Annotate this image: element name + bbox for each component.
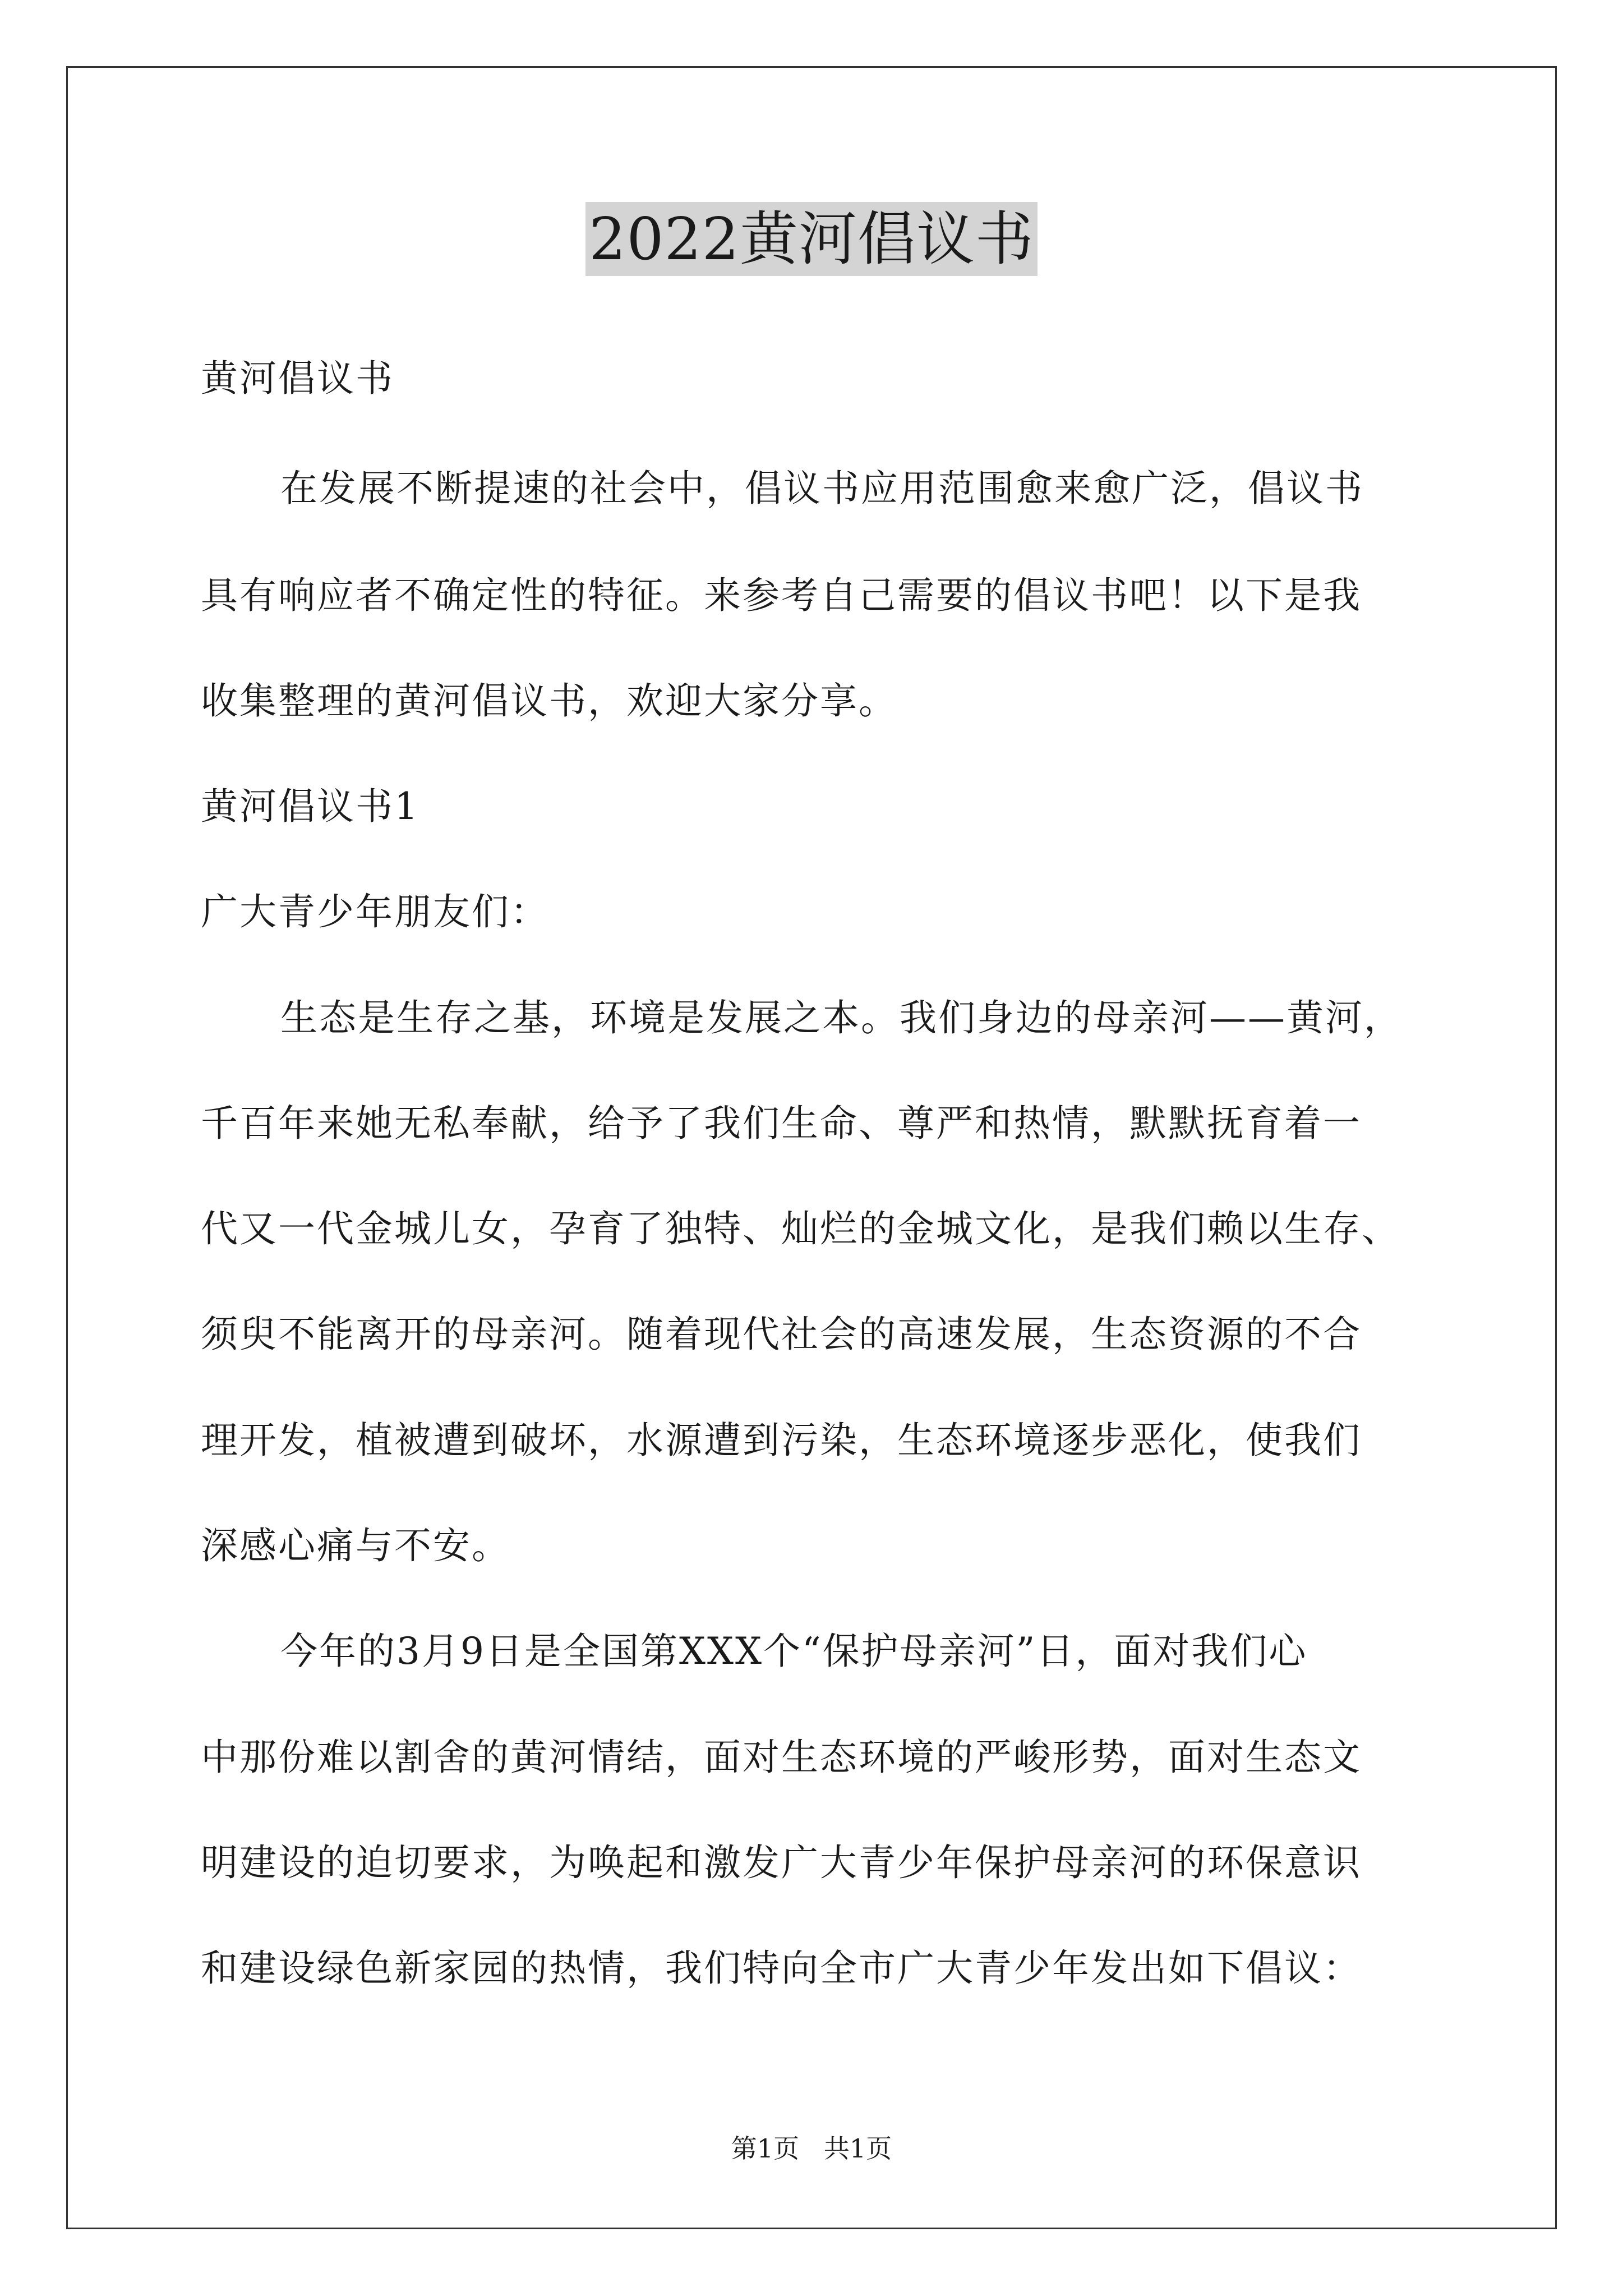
document-title: 2022黄河倡议书 — [585, 202, 1038, 276]
paragraph-line: 生态是生存之基，环境是发展之本。我们身边的母亲河——黄河， — [280, 996, 1403, 1039]
subheading: 黄河倡议书 — [201, 357, 394, 400]
paragraph-line: 明建设的迫切要求，为唤起和激发广大青少年保护母亲河的环保意识 — [201, 1841, 1362, 1884]
paragraph-line: 须臾不能离开的母亲河。随着现代社会的高速发展，生态资源的不合 — [201, 1313, 1362, 1356]
paragraph-line: 深感心痛与不安。 — [201, 1524, 510, 1567]
page-footer: 第1页 共1页 — [731, 2133, 892, 2164]
salutation: 广大青少年朋友们： — [201, 890, 549, 933]
paragraph-line: 代又一代金城儿女，孕育了独特、灿烂的金城文化，是我们赖以生存、 — [201, 1207, 1400, 1250]
paragraph-line: 理开发，植被遭到破坏，水源遭到污染，生态环境逐步恶化，使我们 — [201, 1419, 1362, 1462]
paragraph-line: 收集整理的黄河倡议书，欢迎大家分享。 — [201, 679, 897, 723]
paragraph-line: 中那份难以割舍的黄河情结，面对生态环境的严峻形势，面对生态文 — [201, 1736, 1362, 1779]
paragraph-line: 在发展不断提速的社会中，倡议书应用范围愈来愈广泛，倡议书 — [280, 467, 1364, 510]
section-heading: 黄河倡议书1 — [201, 785, 419, 828]
paragraph-line: 今年的3月9日是全国第XXX个“保护母亲河”日，面对我们心 — [280, 1630, 1308, 1673]
paragraph-line: 具有响应者不确定性的特征。来参考自己需要的倡议书吧！以下是我 — [201, 574, 1362, 617]
title-container — [0, 202, 1623, 280]
paragraph-line: 千百年来她无私奉献，给予了我们生命、尊严和热情，默默抚育着一 — [201, 1102, 1362, 1145]
paragraph-line: 和建设绿色新家园的热情，我们特向全市广大青少年发出如下倡议： — [201, 1947, 1362, 1990]
